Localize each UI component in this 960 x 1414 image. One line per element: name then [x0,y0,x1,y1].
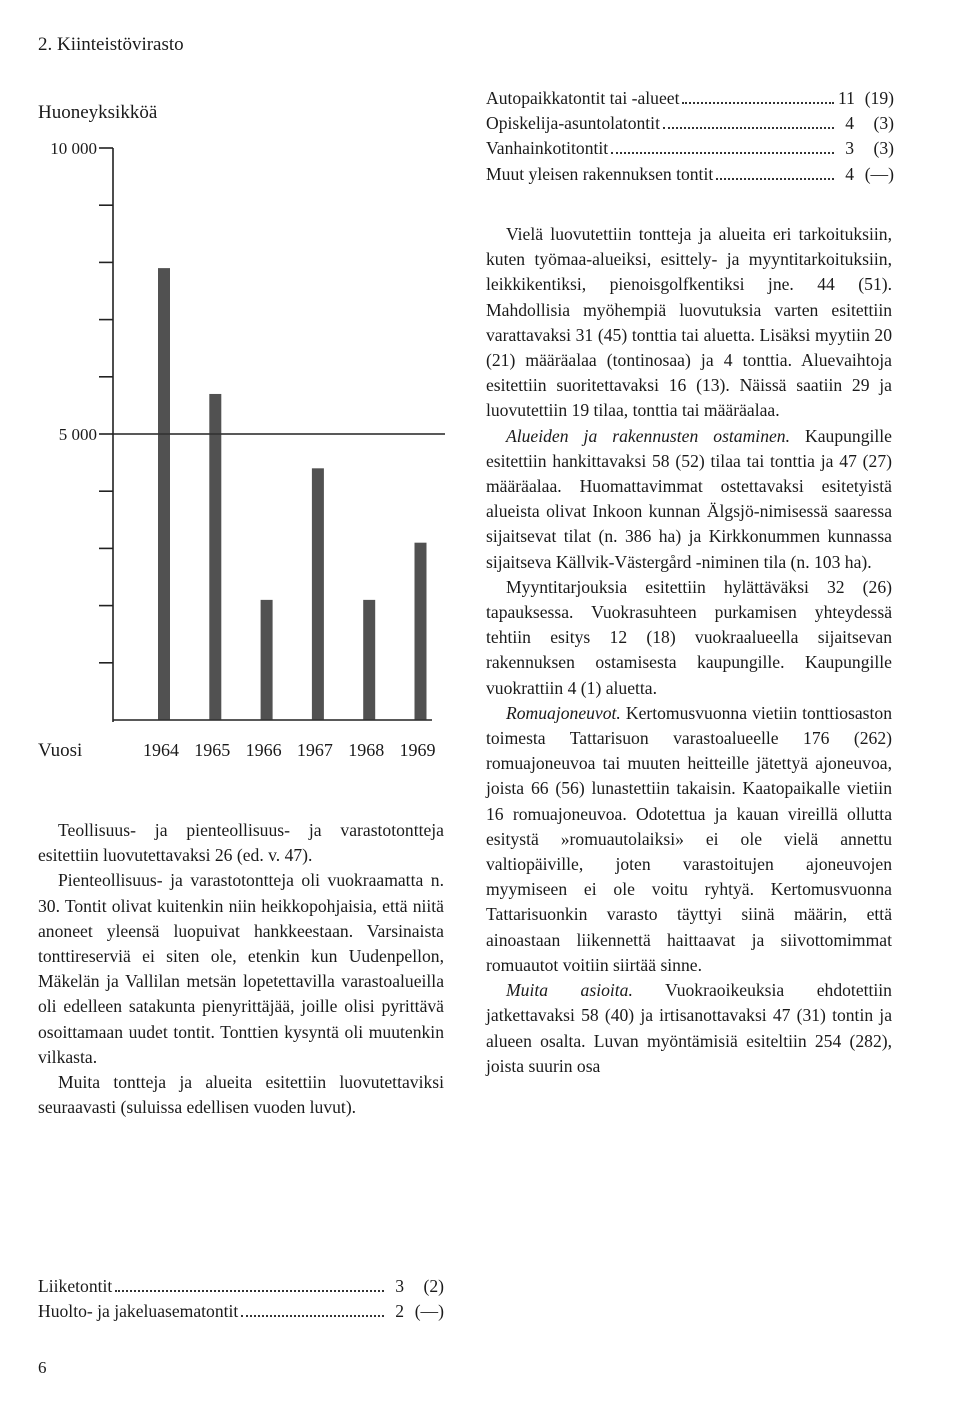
heading-acquisitions: Alueiden ja rakennusten ostaminen. [506,425,790,446]
paragraph-other-plots-intro: Muita tontteja ja alueita esitettiin luovutettaviksi seuraavasti (suluissa edellisen vuoden luvut). [38,1072,444,1118]
right-column-text [486,222,892,1079]
paragraph-industrial-plots: Teollisuus- ja pienteollisuus- ja varastotontteja esitettiin luovutettavaksi 26 (ed. v. 47). [38,820,444,866]
heading-other-matters: Muita asioita. [506,980,633,1001]
heading-scrap-vehicles: Romuajoneuvot. [506,702,621,723]
list-item-previous: (2) [423,1276,444,1296]
list-item-count: 2 [395,1301,404,1322]
x-tick-label: 1968 [348,740,385,760]
x-tick-label: 1964 [143,740,179,760]
list-item [486,86,894,111]
list-item-label: Huolto- ja jakeluasematontit [38,1301,239,1322]
housing-units-bar-chart [0,0,470,780]
section-title: 2. Kiinteistövirasto [38,34,184,55]
list-item [486,111,894,136]
list-item-count: 4 [845,163,854,184]
list-item-previous: (19) [864,88,894,108]
list-item [38,1274,444,1299]
list-item-count: 11 [838,88,855,108]
x-axis-label: Vuosi [38,740,83,761]
list-item-label: Muut yleisen rakennuksen tontit [486,163,714,184]
paragraph-scrap-vehicles: Romuajoneuvot. Kertomusvuonna vietiin tonttiosaston toimesta Tattarisuon varastoalueelle 176 (262) romuajoneuvoa tai muuten heitteille jätettyä ajoneuvoa, joista 66 (56) lunastettiin takaisin. Kaatopaikalle vietiin 16 romuajoneuvoa. Odotettua ja kauan vireillä ollutta esitystä »romuautolaiksi» ei ole vielä annettu valtiopäiville, joten varastoitujen ajoneuvojen myymiseen ei ole voitu ryhtyä. Kertomusvuonna Tattarisuonkin varasto täyttyi siinä määrin, että ainoastaan liikennettä haittaavat ja siivottomimmat romuautot voitiin siirtää sinne. [486,702,892,975]
list-item-previous: (3) [873,113,894,134]
list-item-count: 3 [395,1276,404,1296]
page-number: 6 [38,1358,47,1377]
paragraph-small-industry: Pienteollisuus- ja varastotontteja oli vuokraamatta n. 30. Tontit olivat kuitenkin niin heikkopohjaisia, että niitä anoneet yleensä luopuivat hankkeestaan. Varsinaista tonttireserviä ei siten ole, etenkin kun Uudenpellon, Mäkelän ja Vallilan metsän lopetettavilla varastoalueilla oli edelleen satakunta pienyrittäjää, joille olisi pyrittävä osoittamaan uudet tontit. Tonttien kysyntä oli muutenkin vilkasta. [38,870,444,1067]
list-item-label: Opiskelija-asuntolatontit [486,113,660,134]
list-item-label: Vanhainkotitontit [486,138,609,159]
bar-1968 [363,600,375,720]
y-tick-label: 5 000 [58,425,97,444]
x-tick-label: 1965 [194,740,231,760]
x-tick-label: 1967 [296,740,333,760]
list-item [38,1299,444,1324]
y-axis-label: Huoneyksikköä [38,102,158,123]
y-tick-label: 10 000 [50,139,97,158]
bar-1964 [158,268,170,720]
x-tick-label: 1969 [399,740,436,760]
paragraph-acquisitions: Alueiden ja rakennusten ostaminen. Kaupungille esitettiin hankittavaksi 58 (52) tilaa tai tonttia ja 47 (27) määräalaa. Huomattavimmat ostettavaksi esitetyistä alueista olivat Inkoon kunnan Älgsjö-nimisessä saaressa sijaitsevat tilat (n. 386 ha) ja Kirkkonummen kunnassa sijaitseva Källvik-Västergård -niminen tila (n. 103 ha). [486,425,892,572]
paragraph-sale-offers: Myyntitarjouksia esitettiin hylättäväksi 32 (26) tapauksessa. Vuokrasuhteen purkamisen yhteydessä tehtiin esitys 12 (18) vuokraalueella sijaitsevan rakennuksen ostamisesta kaupungille. Kaupungille vuokrattiin 4 (1) aluetta. [486,576,892,698]
bar-1966 [261,600,273,720]
bar-1967 [312,468,324,720]
bar-1965 [209,394,221,720]
paragraph-other-assignments: Vielä luovutettiin tontteja ja alueita eri tarkoituksiin, kuten työmaa-alueiksi, esittely- ja myyntitarkoituksiin, leikkikentiksi, pienoisgolfkentiksi jne. 44 (51). Mahdollisia myöhempiä luovutuksia varten esitettiin varattavaksi 31 (45) tonttia tai aluetta. Lisäksi myytiin 20 (21) määräalaa (tontinosaa) ja 4 tonttia. Aluevaihtoja esitettiin suoritettavaksi 16 (13). Näissä saatiin 29 ja luovutettiin 19 tilaa, tonttia tai määräalaa. [486,224,892,421]
list-item-count: 4 [845,113,854,134]
list-item-label: Autopaikkatontit tai -alueet [486,88,680,108]
paragraph-other-matters: Muita asioita. Vuokraoikeuksia ehdotettiin jatkettavaksi 58 (40) ja irtisanottavaksi 47 (31) tontin ja alueen osalta. Luvan myöntämisiä esiteltiin 254 (282), joista suurin osa [486,980,892,1076]
list-item-previous: (—) [414,1301,444,1322]
list-item-count: 3 [845,138,854,159]
left-plot-list [38,1274,444,1324]
left-column-text [38,818,444,1120]
right-plot-list [486,86,894,187]
list-item-label: Liiketontit [38,1276,113,1296]
x-tick-label: 1966 [245,740,282,760]
list-item [486,136,894,161]
list-item-previous: (3) [873,138,894,159]
list-item [486,162,894,187]
bar-1969 [415,543,427,720]
list-item-previous: (—) [864,163,894,184]
